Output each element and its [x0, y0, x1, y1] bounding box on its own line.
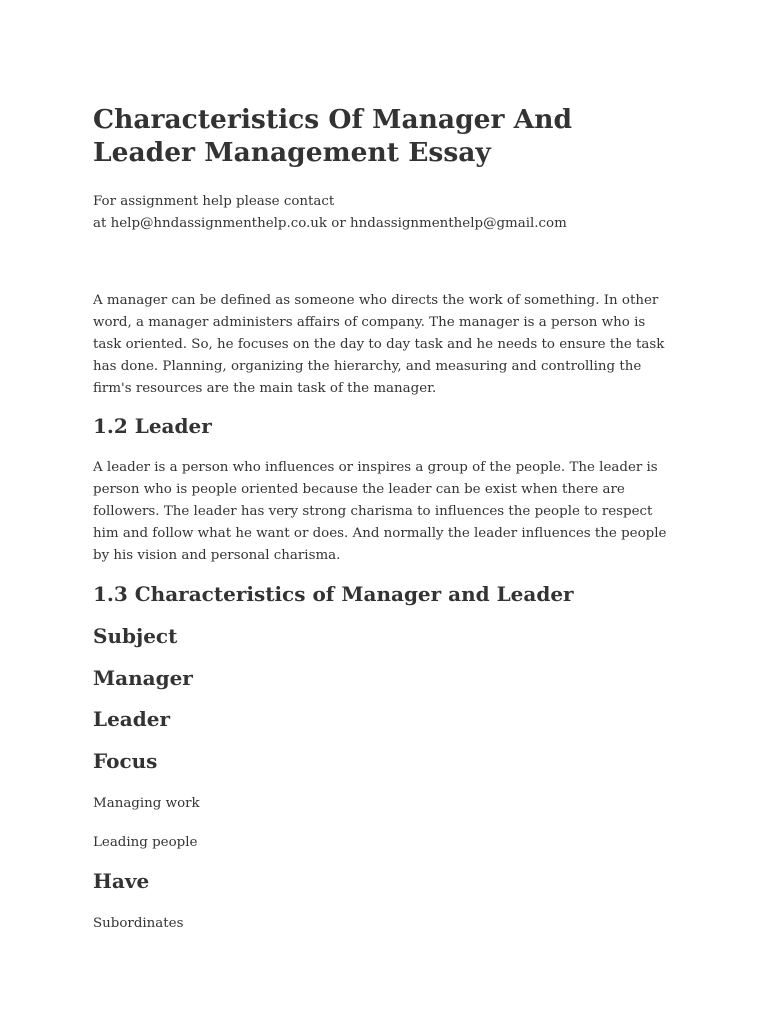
paragraph-line: followers. The leader has very strong charisma to influences the people to respect: [93, 504, 653, 519]
have-manager-value: Subordinates: [93, 916, 184, 931]
focus-label: Focus: [93, 749, 158, 773]
contact-line-1: For assignment help please contact: [93, 194, 335, 209]
leader-heading: 1.2 Leader: [93, 414, 212, 438]
leader-paragraph: [93, 457, 673, 567]
paragraph-line: A manager can be defined as someone who directs the work of something. In other: [93, 293, 659, 308]
document-title: [93, 103, 673, 169]
characteristics-heading: 1.3 Characteristics of Manager and Leader: [93, 582, 574, 606]
paragraph-line: firm's resources are the main task of the manager.: [93, 381, 437, 396]
focus-manager-value: Managing work: [93, 796, 200, 811]
paragraph-line: A leader is a person who influences or inspires a group of the people. The leader is: [93, 460, 658, 475]
contact-line-2: at help@hndassignmenthelp.co.uk or hndassignmenthelp@gmail.com: [93, 216, 567, 231]
intro-paragraph: [93, 290, 673, 400]
title-line-2: Leader Management Essay: [93, 137, 491, 168]
subject-label: Subject: [93, 624, 178, 648]
paragraph-line: has done. Planning, organizing the hierarchy, and measuring and controlling the: [93, 359, 642, 374]
manager-label: Manager: [93, 666, 193, 690]
contact-info: [93, 191, 673, 235]
paragraph-line: by his vision and personal charisma.: [93, 548, 341, 563]
have-label: Have: [93, 869, 150, 893]
leader-label: Leader: [93, 707, 170, 731]
paragraph-line: person who is people oriented because the leader can be exist when there are: [93, 482, 625, 497]
title-line-1: Characteristics Of Manager And: [93, 104, 573, 135]
paragraph-line: him and follow what he want or does. And normally the leader influences the people: [93, 526, 667, 541]
focus-leader-value: Leading people: [93, 835, 198, 850]
paragraph-line: word, a manager administers affairs of company. The manager is a person who is: [93, 315, 646, 330]
paragraph-line: task oriented. So, he focuses on the day to day task and he needs to ensure the task: [93, 337, 665, 352]
